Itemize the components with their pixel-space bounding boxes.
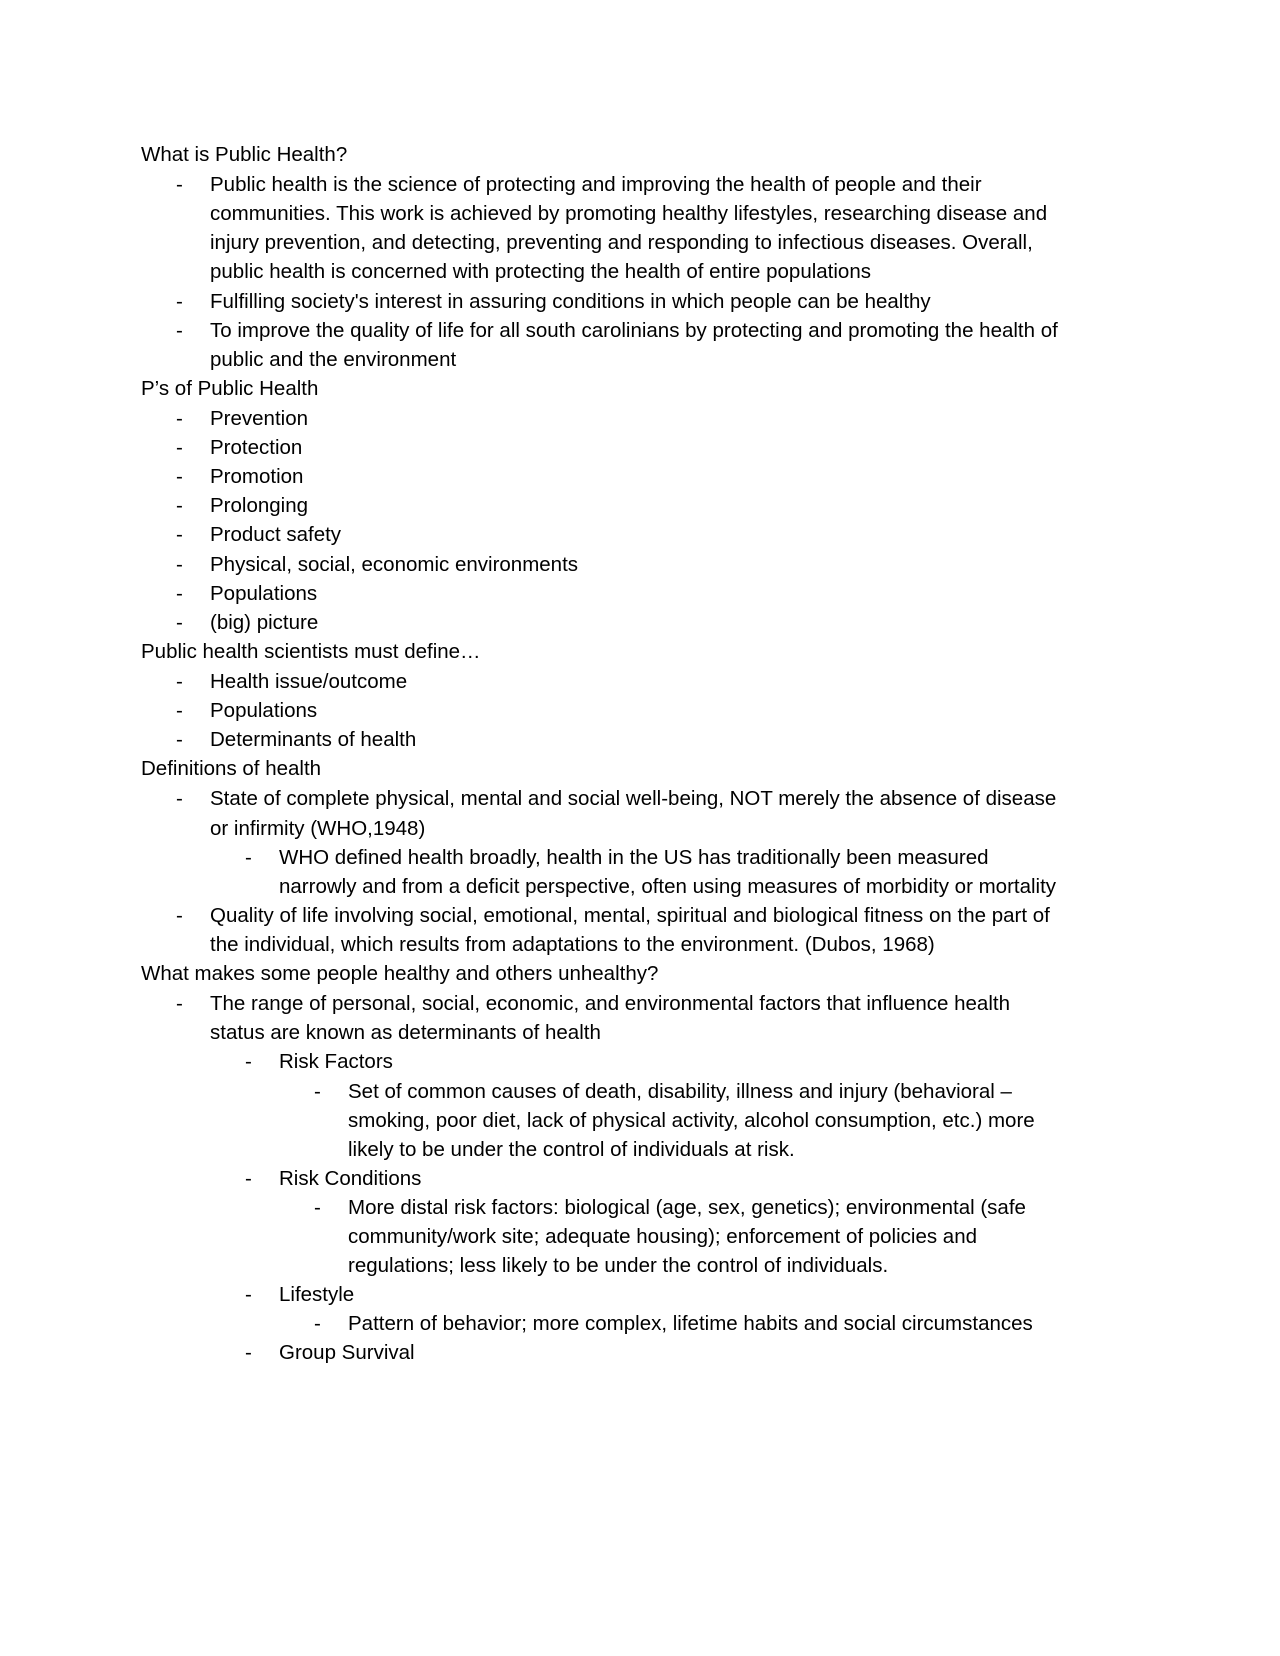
- list-item-text: Group Survival: [279, 1341, 415, 1365]
- list-item-text: Lifestyle: [279, 1283, 355, 1307]
- list-bullet: -: [176, 992, 183, 1016]
- section-heading: What makes some people healthy and others unhealthy?: [141, 962, 659, 986]
- list-bullet: -: [245, 845, 252, 869]
- list-bullet: -: [176, 523, 183, 547]
- list-bullet: -: [176, 173, 183, 197]
- list-item: [141, 901, 1140, 959]
- list-item-text: The range of personal, social, economic, and environmental factors that influence health status are known as determinants of health: [210, 992, 1010, 1045]
- list-bullet: -: [176, 610, 183, 634]
- document-body: [141, 140, 1140, 1368]
- list-item: [141, 316, 1140, 374]
- list-item-text: Pattern of behavior; more complex, lifetime habits and social circumstances: [348, 1312, 1033, 1336]
- list-item-text: Prevention: [210, 406, 309, 430]
- list-bullet: -: [176, 289, 183, 313]
- list-item: [141, 462, 1140, 491]
- list-bullet: -: [176, 669, 183, 693]
- list-item-text: Physical, social, economic environments: [210, 552, 579, 576]
- list-item-text: Product safety: [210, 523, 342, 547]
- list-item: [141, 1164, 1140, 1193]
- section-heading: P’s of Public Health: [141, 376, 319, 400]
- list-bullet: -: [245, 1341, 252, 1365]
- list-item: [141, 404, 1140, 433]
- list-bullet: -: [176, 903, 183, 927]
- list-item-text: Set of common causes of death, disability, illness and injury (behavioral – smoking, poor diet, lack of physical activity, alcohol consumption, etc.) more likely to be under the control of individuals at risk.: [348, 1079, 1035, 1161]
- list-item: [141, 520, 1140, 549]
- list-item-text: Health issue/outcome: [210, 669, 408, 693]
- section-healthy-vs-unhealthy: [141, 959, 1140, 1368]
- list-item: [141, 1047, 1140, 1076]
- list-bullet: -: [245, 1050, 252, 1074]
- list-bullet: -: [245, 1166, 252, 1190]
- list-item-text: To improve the quality of life for all south carolinians by protecting and promoting the health of public and the environment: [210, 318, 1058, 371]
- list-item: [141, 989, 1140, 1047]
- list-item: [141, 491, 1140, 520]
- list-bullet: -: [314, 1079, 321, 1103]
- list-item-text: Determinants of health: [210, 728, 417, 752]
- list-item-text: Protection: [210, 436, 303, 460]
- section-heading: What is Public Health?: [141, 143, 348, 166]
- list-item: [141, 170, 1140, 286]
- list-item: [141, 433, 1140, 462]
- section-heading: Public health scientists must define…: [141, 639, 481, 663]
- list-bullet: -: [176, 787, 183, 811]
- list-item-text: Risk Factors: [279, 1050, 393, 1074]
- list-item-text: Public health is the science of protecting and improving the health of people and their communities. This work is achieved by promoting healthy lifestyles, researching disease and injury prevention, and detecting, preventing and responding to infectious diseases. Overall, public health is concerned with protecting the health of entire populations: [210, 173, 1048, 284]
- list-item: [141, 1338, 1140, 1367]
- list-item-text: More distal risk factors: biological (age, sex, genetics); environmental (safe community/work site; adequate housing); enforcement of policies and regulations; less likely to be under the control of individuals.: [348, 1195, 1026, 1278]
- list-bullet: -: [314, 1195, 321, 1219]
- list-item: [141, 725, 1140, 754]
- list-item: [141, 579, 1140, 608]
- list-item: [141, 843, 1140, 901]
- section-what-is-public-health: [141, 140, 1140, 374]
- section-heading: Definitions of health: [141, 757, 322, 781]
- section-definitions-of-health: [141, 754, 1140, 959]
- list-item-text: Populations: [210, 699, 318, 723]
- list-item-text: WHO defined health broadly, health in the US has traditionally been measured narrowly and from a deficit perspective, often using measures of morbidity or mortality: [279, 845, 1057, 898]
- section-ps-of-public-health: [141, 374, 1140, 637]
- list-bullet: -: [176, 699, 183, 723]
- list-item: [141, 608, 1140, 637]
- section-scientists-must-define: [141, 637, 1140, 754]
- list-bullet: -: [176, 436, 183, 460]
- list-bullet: -: [176, 728, 183, 752]
- list-bullet: -: [176, 581, 183, 605]
- list-item-text: Risk Conditions: [279, 1166, 422, 1190]
- list-bullet: -: [245, 1283, 252, 1307]
- list-item: [141, 287, 1140, 316]
- list-item-text: Prolonging: [210, 494, 309, 518]
- list-item-text: Fulfilling society's interest in assuring conditions in which people can be healthy: [210, 289, 931, 313]
- list-item: [141, 696, 1140, 725]
- list-item: [141, 1077, 1140, 1164]
- list-item: [141, 1309, 1140, 1338]
- list-item: [141, 550, 1140, 579]
- list-item: [141, 1280, 1140, 1309]
- list-item-text: Quality of life involving social, emotional, mental, spiritual and biological fitness on the part of the individual, which results from adaptations to the environment. (Dubos, 1968): [210, 903, 1050, 956]
- list-item-text: (big) picture: [210, 610, 319, 634]
- list-bullet: -: [314, 1312, 321, 1336]
- list-bullet: -: [176, 494, 183, 518]
- list-item: [141, 1193, 1140, 1280]
- list-item: [141, 667, 1140, 696]
- list-item-text: Populations: [210, 581, 318, 605]
- list-item-text: State of complete physical, mental and social well-being, NOT merely the absence of disease or infirmity (WHO,1948): [210, 787, 1057, 840]
- list-bullet: -: [176, 318, 183, 342]
- list-bullet: -: [176, 406, 183, 430]
- list-item-text: Promotion: [210, 465, 304, 489]
- list-bullet: -: [176, 465, 183, 489]
- list-item: [141, 784, 1140, 842]
- list-bullet: -: [176, 552, 183, 576]
